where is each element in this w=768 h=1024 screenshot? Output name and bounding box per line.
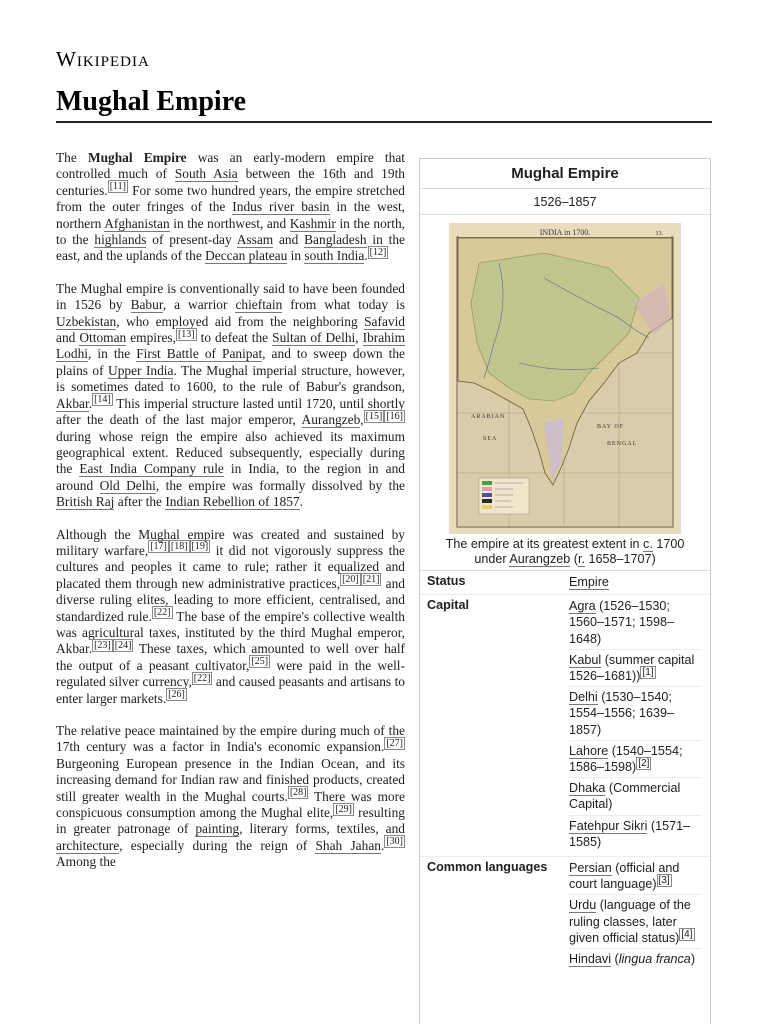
languages-value	[561, 857, 710, 973]
map-label-sea: SEA	[483, 436, 498, 442]
link-urdu[interactable]: Urdu	[569, 898, 597, 913]
ref-ib-2[interactable]: [2]	[638, 757, 650, 769]
ref-ib-4[interactable]: [4]	[681, 928, 693, 940]
ref-12[interactable]: [12]	[369, 246, 387, 258]
capital-kabul: Kabul (summer capital 1526–1681)) [1]	[569, 652, 702, 687]
link-east-india-company-rule[interactable]: East India Company rule	[79, 461, 224, 477]
infobox-row-languages	[420, 857, 710, 973]
status-label: Status	[427, 574, 466, 588]
capital-agra: Agra (1526–1530; 1560–1571; 1598–1648)	[569, 598, 702, 650]
link-kabul[interactable]: Kabul	[569, 652, 602, 667]
map-plate-number: 13.	[655, 231, 663, 237]
ref-17[interactable]: [17]	[150, 541, 167, 553]
map-heading: INDIA in 1700.	[539, 228, 591, 237]
language-hindavi: Hindavi (lingua franca)	[569, 952, 696, 967]
link-deccan-plateau[interactable]: Deccan plateau	[205, 248, 288, 264]
link-first-battle-of-panipat[interactable]: First Battle of Panipat	[136, 346, 263, 362]
link-afghanistan[interactable]: Afghanistan	[104, 215, 170, 231]
link-indian-rebellion-1857[interactable]: Indian Rebellion of 1857	[165, 494, 300, 510]
ref-14[interactable]: [14]	[94, 394, 111, 406]
link-kashmir[interactable]: Kashmir	[289, 215, 336, 231]
map-label-bay-of: BAY OF	[597, 424, 625, 430]
language-persian: Persian (official and court language) [3]	[569, 860, 702, 895]
link-lahore[interactable]: Lahore	[569, 743, 609, 758]
ref-21[interactable]: [21]	[362, 574, 380, 586]
ref-11[interactable]: [11]	[109, 181, 126, 193]
ref-25[interactable]: [25]	[251, 656, 269, 668]
link-british-raj[interactable]: British Raj	[56, 494, 115, 510]
ref-29[interactable]: [29]	[335, 803, 352, 815]
infobox-dates: 1526–1857	[420, 189, 710, 215]
map-caption: The empire at its greatest extent in c. 1700 under Aurangzeb (r. 1658–1707)	[420, 534, 710, 571]
paragraph-2: The Mughal empire is conventionally said to have been founded in 1526 by Babur, a warrior chieftain from what today is Uzbekistan, who employed aid from the neighboring Safavid and Ottoman empires, [13] to defeat the Sultan of Delhi, Ibrahim Lodhi, in the First Battle of Panipat, and to sweep down the plains of Upper India. The Mughal imperial structure, however, is sometimes dated to 1600, to the rule of Babur's grandson, Akbar. [14] This imperial structure lasted until 1720, until shortly after the death of the last major emperor, Aurangzeb, [15] [16] during whose reign the empire also achieved its maximum geographical extent. Reduced subsequently, especially during the East India Company rule in India, to the region in and around Old Delhi, the empire was formally dissolved by the British Raj after the Indian Rebellion of 1857.	[56, 280, 406, 510]
paragraph-1: The Mughal Empire was an early-modern empire that controlled much of South Asia between the 16th and 19th centuries. [11] For some two hundred years, the empire stretched from the outer fringes of the Indus river basin in the west, northern Afghanistan in the northwest, and Kashmir in the north, to the highlands of present-day Assam and Bangladesh in the east, and the uplands of the Deccan plateau in south India. [12]	[56, 150, 406, 264]
link-upper-india[interactable]: Upper India	[108, 362, 174, 378]
ref-28[interactable]: [28]	[289, 787, 307, 799]
link-bangladesh[interactable]: Bangladesh	[304, 232, 367, 248]
ref-ib-1[interactable]: [1]	[642, 666, 654, 678]
link-akbar[interactable]: Akbar	[56, 395, 89, 411]
link-south-asia[interactable]: South Asia	[174, 166, 238, 182]
link-ibrahim-lodhi[interactable]: Ibrahim Lodhi	[56, 330, 406, 362]
ref-18[interactable]: [18]	[170, 541, 188, 553]
bold-title: Mughal Empire	[87, 150, 187, 165]
link-sultan-of-delhi[interactable]: Sultan of Delhi	[272, 330, 356, 346]
ref-27[interactable]: [27]	[386, 737, 403, 749]
page-title: Mughal Empire	[56, 84, 712, 123]
infobox-row-capital	[420, 595, 710, 857]
languages-label: Common languages	[427, 860, 548, 875]
capital-label: Capital	[427, 598, 469, 613]
link-south-india[interactable]: south India	[304, 248, 365, 264]
map-image[interactable]	[449, 223, 681, 534]
link-circa[interactable]: c.	[643, 537, 653, 551]
ref-22[interactable]: [22]	[153, 607, 171, 619]
link-babur[interactable]: Babur	[130, 297, 163, 313]
capital-fatehpur-sikri: Fatehpur Sikri (1571–1585)	[569, 818, 691, 849]
capital-delhi: Delhi (1530–1540; 1554–1556; 1639–1857)	[569, 689, 702, 741]
link-hindavi[interactable]: Hindavi	[569, 952, 611, 967]
link-delhi[interactable]: Delhi	[569, 690, 598, 705]
link-aurangzeb[interactable]: Aurangzeb	[301, 412, 361, 428]
ref-15[interactable]: [15]	[365, 410, 383, 422]
link-assam[interactable]: Assam	[236, 232, 274, 248]
link-aurangzeb-caption[interactable]: Aurangzeb	[509, 552, 571, 566]
map-label-bengal: BENGAL	[607, 441, 638, 447]
wikipedia-wordmark[interactable]: Wikipedia	[56, 47, 150, 71]
map-label-arabian: ARABIAN	[471, 414, 506, 420]
link-fatehpur-sikri[interactable]: Fatehpur Sikri	[569, 818, 648, 833]
ref-ib-3[interactable]: [3]	[658, 875, 670, 887]
article-body	[56, 150, 405, 887]
link-shah-jahan[interactable]: Shah Jahan	[315, 837, 381, 853]
ref-24[interactable]: [24]	[114, 639, 132, 651]
language-urdu: Urdu (language of the ruling classes, later given official status) [4]	[569, 897, 702, 949]
infobox	[419, 158, 711, 1024]
link-old-delhi[interactable]: Old Delhi	[99, 477, 156, 493]
link-uzbekistan[interactable]: Uzbekistan	[56, 313, 117, 329]
capital-lahore: Lahore (1540–1554; 1586–1598) [2]	[569, 743, 702, 778]
ref-22b[interactable]: [22]	[193, 672, 211, 684]
link-empire[interactable]: Empire	[569, 575, 609, 589]
ref-13[interactable]: [13]	[177, 328, 195, 340]
link-highlands[interactable]: highlands	[94, 232, 147, 248]
infobox-row-status	[420, 571, 710, 595]
status-value	[561, 571, 710, 594]
paragraph-3: Although the Mughal empire was created and sustained by military warfare, [17] [18] [19] it did not vigorously suppress the cultures and peoples it came to rule; rather it equalized and placated them through new administrative practices, [20] [21] and diverse ruling elites, leading to more efficient, centralised, and standardized rule. [22] The base of the empire's collective wealth was agricultural taxes, instituted by the third Mughal emperor, Akbar. [23] [24] These taxes, which amounted to well over half the output of a peasant cultivator, [25] were paid in the well-regulated silver currency, [22] and caused peasants and artisans to enter larger markets. [26]	[56, 526, 406, 706]
capital-value	[561, 595, 710, 856]
lingua-franca-text: lingua franca	[618, 952, 691, 967]
ref-16[interactable]: [16]	[386, 410, 403, 422]
capital-dhaka: Dhaka (Commercial Capital)	[569, 780, 702, 815]
infobox-title: Mughal Empire	[420, 159, 710, 189]
link-persian[interactable]: Persian	[569, 861, 612, 876]
link-architecture[interactable]: architecture	[56, 837, 120, 853]
link-agra[interactable]: Agra	[569, 599, 596, 614]
link-painting[interactable]: painting	[195, 821, 240, 837]
link-dhaka[interactable]: Dhaka	[569, 781, 606, 796]
link-safavid[interactable]: Safavid	[364, 313, 405, 329]
ref-23[interactable]: [23]	[94, 639, 111, 651]
link-ottoman[interactable]: Ottoman	[79, 330, 127, 346]
map-legend	[479, 478, 529, 514]
ref-26[interactable]: [26]	[168, 689, 185, 701]
link-indus-river-basin[interactable]: Indus river basin	[232, 199, 330, 215]
ref-30[interactable]: [30]	[386, 836, 403, 848]
link-chieftain[interactable]: chieftain	[235, 297, 283, 313]
ref-20[interactable]: [20]	[342, 574, 359, 586]
ref-19[interactable]: [19]	[191, 541, 209, 553]
link-reigned[interactable]: r.	[577, 552, 585, 566]
paragraph-4: The relative peace maintained by the empire during much of the 17th century was a factor in India's economic expansion. [27] Burgeoning European presence in the Indian Ocean, and its increasing demand for Indian raw and finished products, created still greater wealth in the Mughal courts. [28] There was more conspicuous consumption among the Mughal elite, [29] resulting in greater patronage of painting, literary forms, textiles, and architecture, especially during the reign of Shah Jahan. [30] Among the	[56, 723, 405, 870]
